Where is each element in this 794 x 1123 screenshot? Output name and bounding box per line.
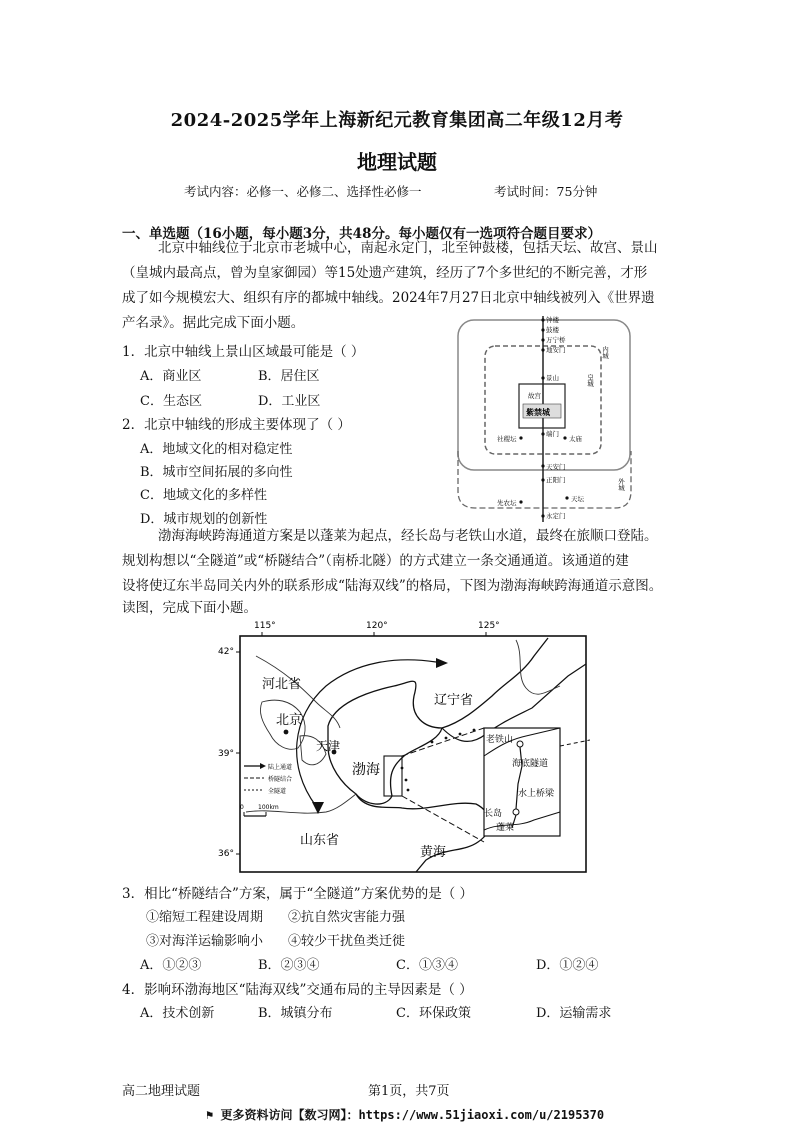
q3-statement-3: ③对海洋运输影响小 [146,934,264,949]
label-inner-city: 内城 [601,346,609,359]
q2-stem: 2．北京中轴线的形成主要体现了（ ） [122,417,351,433]
subject-title: 地理试题 [357,150,437,174]
central-axis-map [455,316,637,524]
point-yongdingmen [541,514,544,517]
point-tiantan [565,496,568,499]
label-di-anmen: 地安门 [546,346,566,354]
passage1-line-2: （皇城内最高点，曾为皇家御园）等15处遗产建筑，经历了7个多世纪的不断完善，才形 [122,265,648,281]
label-imperial-city: 皇城 [586,374,594,387]
passage2-line-1: 渤海海峡跨海通道方案是以蓬莱为起点，经长岛与老铁山水道，最终在旅顺口登陆。 [158,528,658,544]
point-drum-tower [541,328,544,331]
footer-page-number: 第1页，共7页 [368,1084,450,1099]
q1-option-d[interactable]: D．工业区 [258,394,321,409]
beijing-marker [284,730,289,735]
passage2-line-3: 设将使辽东半岛同关内外的联系形成“陆海双线”的格局，下图为渤海海峡跨海通道示意图。 [122,578,663,594]
point-taimiao [563,436,566,439]
label-yongdingmen: 永定门 [546,512,566,520]
lon-120: 120° [366,621,388,631]
label-drum-tower: 鼓楼 [546,326,559,334]
q4-option-a[interactable]: A．技术创新 [140,1006,215,1021]
label-taimiao: 太庙 [569,435,582,443]
point-shejitan [519,436,522,439]
inset-undersea-tunnel: 海底隧道 [512,759,549,769]
footer-left: 高二地理试题 [122,1084,201,1099]
legend-land-label: 陆上通道 [268,764,293,771]
legend-bridge-tunnel-label: 桥隧结合 [268,776,293,783]
inner-city-wall [458,320,630,470]
q3-statement-2: ②抗自然灾害能力强 [288,910,406,925]
point-wanning-bridge [541,338,544,341]
inset-bridge: 水上桥梁 [518,789,555,799]
place-shandong: 山东省 [300,833,340,848]
passage1-line-1: 北京中轴线位于北京市老城中心，南起永定门，北至钟鼓楼，包括天坛、故宫、景山 [158,240,658,256]
label-wanning-bridge: 万宁桥 [546,336,566,344]
label-shejitan: 社稷坛 [497,435,517,443]
point-jingshan [541,376,544,379]
label-jingshan: 景山 [546,374,559,382]
q2-option-d[interactable]: D．城市规划的创新性 [140,512,268,527]
q1-stem: 1．北京中轴线上景山区域最可能是（ ） [122,344,365,360]
q4-option-d[interactable]: D．运输需求 [536,1006,612,1021]
lat-39: 39° [218,749,234,759]
passage2-line-2: 规划构想以“全隧道”或“桥隧结合”（南桥北隧）的方式建立一条交通通道。该通道的建 [122,553,629,569]
q2-option-a[interactable]: A．地域文化的相对稳定性 [140,442,293,457]
lon-115: 115° [254,621,276,631]
passage2-line-4: 读图，完成下面小题。 [122,600,257,616]
inset-changdao-circle [513,809,519,815]
bohai-map [216,616,590,876]
label-duanmen: 端门 [546,430,559,438]
footer-banner[interactable] [206,1106,604,1123]
label-zhengyangmen: 正阳门 [546,476,566,484]
inset-changdao: 长岛 [484,809,503,819]
passage1-line-4: 产名录》。据此完成下面小题。 [122,315,305,331]
label-gugong: 故宫 [528,392,541,400]
lon-125: 125° [478,621,500,631]
label-tiananmen: 天安门 [546,463,566,471]
label-bell-tower: 钟楼 [546,316,559,324]
q3-option-d[interactable]: D．①②④ [536,958,599,973]
place-liaoning: 辽宁省 [434,693,474,708]
label-tiantan: 天坛 [571,495,584,503]
point-xiannongtan [519,500,522,503]
q3-option-b[interactable]: B．②③④ [258,958,320,973]
q4-stem: 4．影响环渤海地区“陆海双线”交通布局的主导因素是（ ） [122,982,473,998]
q3-option-c[interactable]: C．①③④ [396,958,458,973]
exam-title: 2024-2025学年上海新纪元教育集团高二年级12月考 [170,110,624,131]
q3-option-a[interactable]: A．①②③ [140,958,202,973]
flag-icon: ⚑ [206,1108,221,1122]
scale-label: 100km [258,804,279,811]
inset-laotieshan-circle [517,741,523,747]
footer-banner-text[interactable]: 更多资料访问【数习网】：https://www.51jiaoxi.com/u/2195370 [220,1108,605,1122]
lat-42: 42° [218,647,234,657]
point-di-anmen [541,348,544,351]
q1-option-b[interactable]: B．居住区 [258,369,320,384]
lat-36: 36° [218,849,234,859]
q4-option-b[interactable]: B．城镇分布 [258,1006,333,1021]
section-heading: 一、单选题（16小题，每小题3分，共48分。每小题仅有一选项符合题目要求） [122,226,601,242]
place-bohai: 渤海 [352,762,380,778]
place-yellow-sea: 黄海 [420,845,447,860]
label-zijincheng: 紫禁城 [526,408,550,417]
passage1-line-3: 成了如今规模宏大、组织有序的都城中轴线。2024年7月27日北京中轴线被列入《世界遗 [122,290,655,306]
point-duanmen [541,432,544,435]
point-bell-tower [541,318,544,321]
exam-content: 考试内容：必修一、必修二、选择性必修一 [184,184,422,199]
q2-option-b[interactable]: B．城市空间拓展的多向性 [140,465,293,480]
q3-statement-1: ①缩短工程建设周期 [146,910,264,925]
place-tianjin: 天津 [316,739,341,753]
legend-full-tunnel-label: 全隧道 [268,788,287,795]
svg-text:0: 0 [240,804,244,811]
inset-laotieshan: 老铁山 [486,735,514,745]
q1-option-a[interactable]: A．商业区 [140,369,202,384]
q3-stem: 3．相比“桥隧结合”方案，属于“全隧道”方案优势的是（ ） [122,886,473,902]
inset-penglai: 蓬莱 [496,823,515,833]
place-beijing: 北京 [276,713,303,728]
label-outer-city: 外城 [617,478,625,491]
q1-option-c[interactable]: C．生态区 [140,394,202,409]
label-xiannongtan: 先农坛 [497,499,517,507]
exam-time: 考试时间：75分钟 [494,184,598,199]
place-hebei: 河北省 [262,677,302,692]
q3-statement-4: ④较少干扰鱼类迁徙 [288,934,406,949]
point-tiananmen [541,464,544,467]
q2-option-c[interactable]: C．地域文化的多样性 [140,488,267,503]
q4-option-c[interactable]: C．环保政策 [396,1006,471,1021]
point-zhengyangmen [541,478,544,481]
